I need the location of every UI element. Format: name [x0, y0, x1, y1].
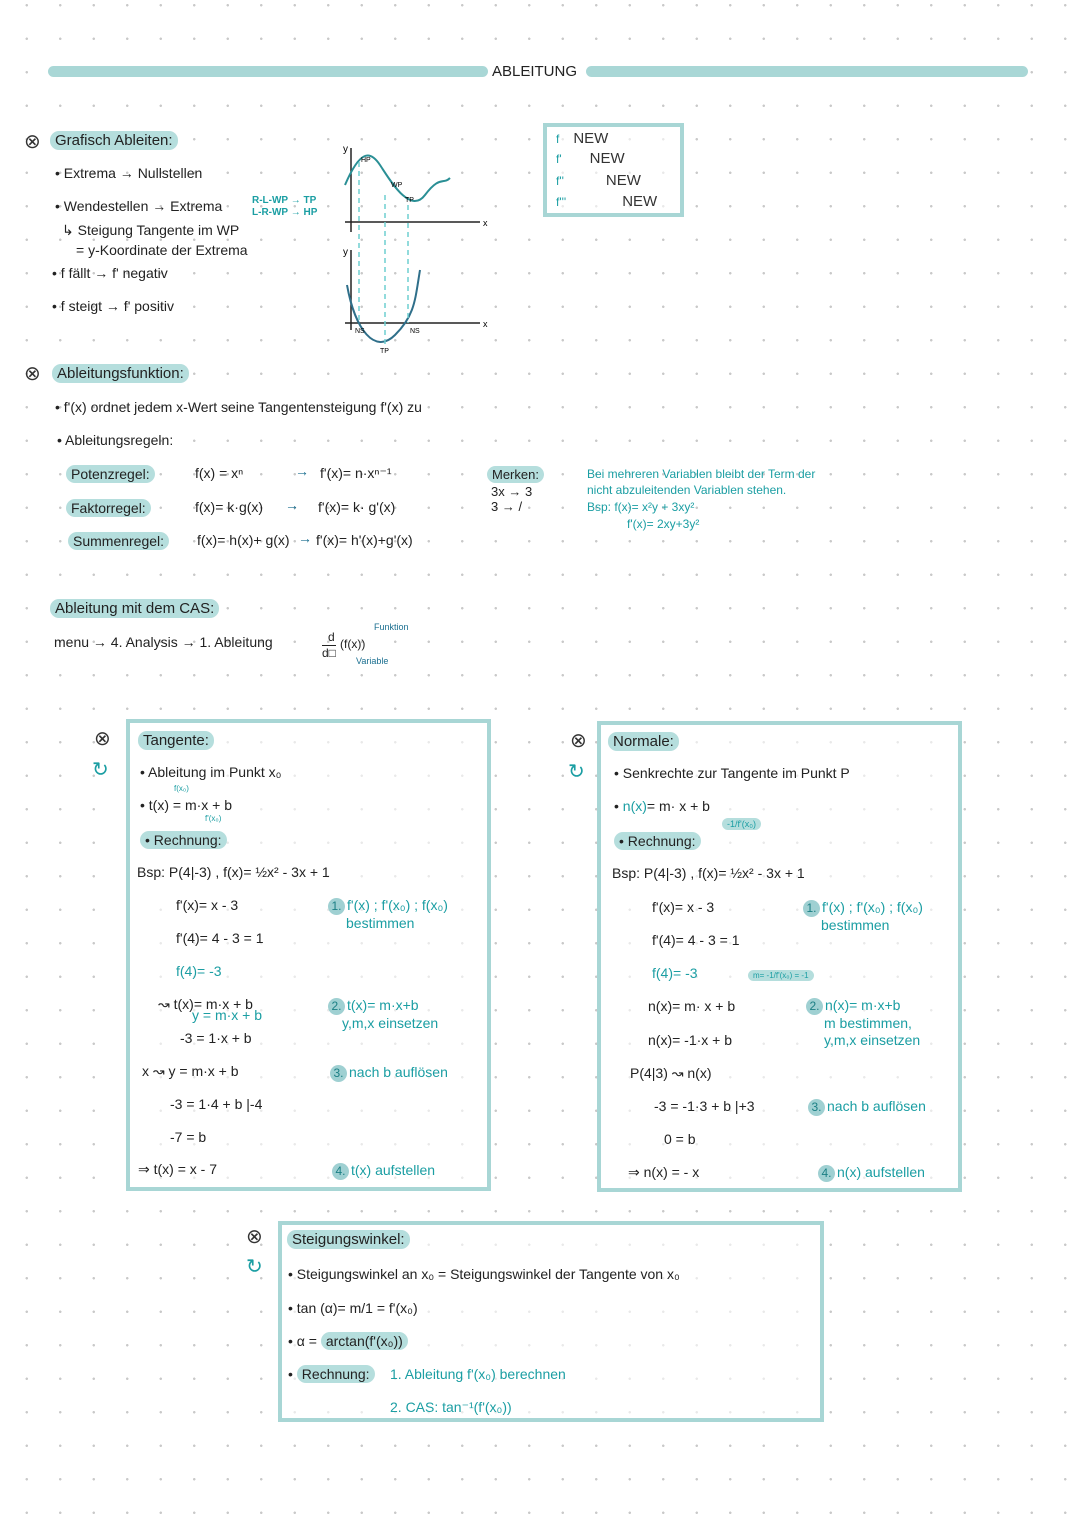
label-tp2: TP: [380, 348, 389, 355]
note-line: Bei mehreren Variablen bleibt der Term der: [587, 467, 816, 481]
rule-arrow: →: [285, 497, 299, 513]
calc-line: P(4|3) ↝ n(x): [630, 1065, 712, 1081]
merken-label: Merken:: [487, 466, 544, 483]
normale-box: [597, 721, 962, 1192]
calc-line: -3 = 1·4 + b |-4: [170, 1096, 263, 1112]
section-heading-grafisch: Grafisch Ableiten:: [50, 131, 178, 150]
function-graphs: [335, 140, 495, 360]
tangente-heading: Tangente:: [138, 731, 214, 750]
rule-arrow: →: [298, 530, 312, 546]
rechnung-label: • Rechnung:: [614, 832, 701, 850]
bullet: • Senkrechte zur Tangente im Punkt P: [614, 765, 850, 781]
cas-funktion-label: Funktion: [374, 622, 409, 632]
bullet: • Wendestellen → Extrema: [55, 198, 223, 214]
calc-line: ↝ t(x)= m·x + b: [158, 996, 253, 1012]
rule-name: Summenregel:: [68, 532, 169, 550]
calc-line: x ↝ y = m·x + b: [142, 1063, 239, 1079]
bullet: • f steigt → f' positiv: [52, 298, 174, 314]
calc-line: n(x)= m· x + b: [648, 998, 736, 1014]
new-row-f1: f' NEW: [556, 150, 625, 167]
cas-dx: d□: [322, 646, 336, 660]
rule-f: f(x)= k·g(x): [195, 499, 264, 515]
calc-line: y = m·x + b: [192, 1007, 263, 1023]
label-tp: TP: [405, 197, 414, 204]
annot: f(x₀): [174, 784, 189, 793]
calc-line: ⇒ t(x) = x - 7: [138, 1161, 218, 1177]
example: Bsp: P(4|-3) , f(x)= ½x² - 3x + 1: [612, 865, 805, 881]
calc-line: ⇒ n(x) = - x: [628, 1164, 700, 1180]
winkel-step-1: 1. Ableitung f'(x₀) berechnen: [390, 1366, 566, 1382]
note-lr: L-R-WP → HP: [252, 207, 318, 218]
bullet: • f'(x) ordnet jedem x-Wert seine Tangentensteigung f'(x) zu: [55, 399, 422, 415]
bullet: • f fällt → f' negativ: [52, 265, 168, 281]
axis-label-x: x: [483, 218, 488, 228]
cas-fn: (f(x)): [340, 637, 366, 651]
done-icon: ⊗: [570, 730, 587, 752]
example: Bsp: P(4|-3) , f(x)= ½x² - 3x + 1: [137, 864, 330, 880]
calc-line: f(4)= -3: [176, 963, 222, 979]
bullet: • t(x) = m·x + b: [140, 797, 233, 813]
note-line: Bsp: f(x)= x²y + 3xy²: [587, 500, 695, 514]
done-icon: ⊗: [24, 131, 41, 153]
calc-line: 0 = b: [664, 1131, 696, 1147]
rule-d: f'(x)= n·xⁿ⁻¹: [320, 465, 392, 481]
axis-label-y2: y: [343, 247, 348, 258]
rechnung-label: • Rechnung:: [140, 831, 227, 849]
bullet: • Steigungswinkel an x₀ = Steigungswinkel der Tangente von x₀: [288, 1266, 680, 1282]
section-heading-cas: Ableitung mit dem CAS:: [50, 599, 219, 618]
cas-d: d: [328, 630, 335, 644]
calc-line: -7 = b: [170, 1129, 207, 1145]
sub-note: ↳ Steigung Tangente im WP: [62, 222, 240, 238]
calc-line: f(4)= -3: [652, 965, 698, 981]
title-bar-left: [48, 66, 488, 77]
normale-heading: Normale:: [608, 732, 679, 751]
repeat-icon: ↻: [246, 1256, 263, 1278]
bullet: • Extrema → Nullstellen: [55, 165, 203, 181]
note-line: nicht abzuleitenden Variablen stehen.: [587, 483, 787, 497]
note-rl: R-L-WP → TP: [252, 195, 317, 206]
merken-item: 3x → 3: [491, 484, 533, 499]
step-2: 2. t(x)= m·x+b y,m,x einsetzen: [328, 997, 438, 1031]
new-row-f: f NEW: [556, 130, 609, 147]
rule-d: f'(x)= k· g'(x): [318, 499, 396, 515]
rule-name: Faktorregel:: [66, 499, 151, 517]
merken-item: 3 → /: [491, 499, 523, 514]
step-1: 1. f'(x) ; f'(x₀) ; f(x₀) bestimmen: [328, 897, 448, 931]
cas-menu-path: menu → 4. Analysis → 1. Ableitung: [54, 634, 273, 650]
bullet: • Ableitungsregeln:: [57, 432, 174, 448]
sub-note: = y-Koordinate der Extrema: [76, 242, 248, 258]
bullet: • Rechnung:: [288, 1366, 375, 1382]
winkel-heading: Steigungswinkel:: [287, 1230, 410, 1249]
calc-line: n(x)= -1·x + b: [648, 1032, 733, 1048]
done-icon: ⊗: [24, 363, 41, 385]
cas-variable-label: Variable: [356, 656, 389, 666]
new-row-f3: f''' NEW: [556, 193, 658, 210]
step-1: 1. f'(x) ; f'(x₀) ; f(x₀) bestimmen: [803, 899, 923, 933]
m-annotation: -1/f'(x₀): [722, 818, 761, 830]
done-icon: ⊗: [94, 728, 111, 750]
calc-line: f'(4)= 4 - 3 = 1: [652, 932, 740, 948]
rule-d: f'(x)= h'(x)+g'(x): [316, 532, 413, 548]
axis-label-x2: x: [483, 319, 488, 329]
annot: f'(x₀): [205, 814, 222, 823]
step-4: 4. n(x) aufstellen: [818, 1164, 925, 1182]
label-ns1: NS: [355, 328, 365, 335]
step-4: 4. t(x) aufstellen: [332, 1162, 435, 1180]
repeat-icon: ↻: [568, 761, 585, 783]
section-heading-ableitungsfunktion: Ableitungsfunktion:: [52, 364, 189, 383]
calc-line: -3 = -1·3 + b |+3: [654, 1098, 755, 1114]
winkel-box: [278, 1221, 824, 1422]
label-ns2: NS: [410, 328, 420, 335]
calc-line: f'(4)= 4 - 3 = 1: [176, 930, 264, 946]
label-hp: HP: [361, 157, 371, 164]
page-title: ABLEITUNG: [492, 63, 578, 80]
rule-f: f(x)= h(x)+ g(x): [197, 532, 290, 548]
step-2: 2. n(x)= m·x+b m bestimmen, y,m,x einsetzen: [806, 997, 920, 1049]
step-3: 3. nach b auflösen: [330, 1064, 448, 1082]
rule-f: f(x) = xⁿ: [195, 465, 244, 481]
label-wp: WP: [391, 182, 403, 189]
bullet: • Ableitung im Punkt x₀: [140, 764, 282, 780]
note-line: f'(x)= 2xy+3y²: [627, 517, 700, 531]
bullet: • α = arctan(f'(x₀)): [288, 1333, 408, 1349]
rule-name: Potenzregel:: [66, 465, 155, 483]
bullet: • tan (α)= m/1 = f'(x₀): [288, 1300, 418, 1316]
bullet: • n(x)= m· x + b: [614, 798, 710, 814]
m-calc: m= -1/f'(x₀) = -1: [748, 970, 814, 981]
repeat-icon: ↻: [92, 759, 109, 781]
title-bar-right: [586, 66, 1028, 77]
calc-line: f'(x)= x - 3: [652, 899, 715, 915]
winkel-step-2: 2. CAS: tan⁻¹(f'(x₀)): [390, 1399, 512, 1415]
calc-line: -3 = 1·x + b: [180, 1030, 252, 1046]
calc-line: f'(x)= x - 3: [176, 897, 239, 913]
done-icon: ⊗: [246, 1226, 263, 1248]
axis-label-y: y: [343, 144, 348, 155]
step-3: 3. nach b auflösen: [808, 1098, 926, 1116]
rule-arrow: →: [295, 463, 309, 479]
new-row-f2: f'' NEW: [556, 172, 641, 189]
